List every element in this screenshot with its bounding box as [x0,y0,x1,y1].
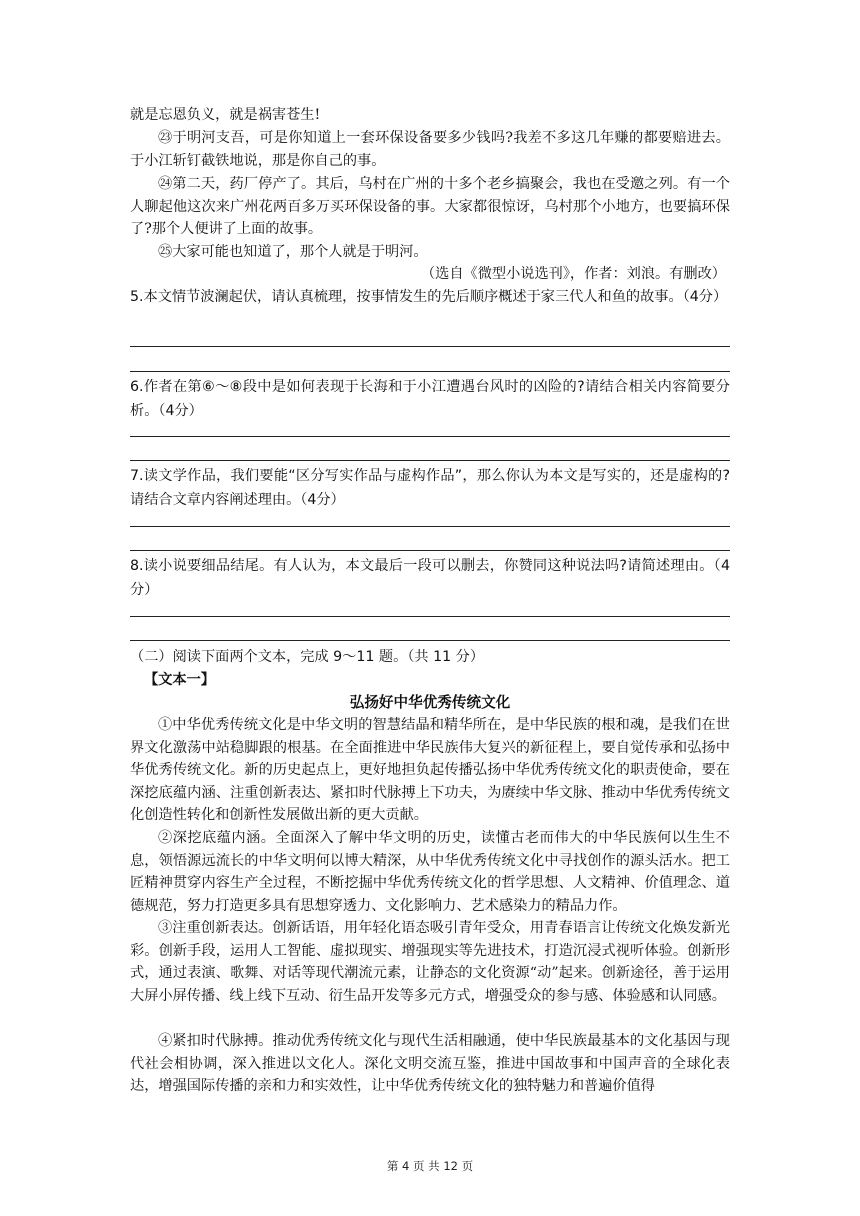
text-one-label: 【文本一】 [144,672,215,688]
answer-line[interactable] [130,346,730,347]
article-paragraph-1: ①中华优秀传统文化是中华文明的智慧结晶和精华所在，是中华民族的根和魂，是我们在世界文化激荡中站稳脚跟的根基。在全面推进中华民族伟大复兴的新征程上，要自觉传承和弘扬中华优秀传统文化。新的历史起点上，更好地担负起传播弘扬中华优秀传统文化的职责使命，要在深挖底蕴内涵、注重创新表达、紧扣时代脉搏上下功夫，为赓续中华文脉、推动中华优秀传统文化创造性转化和创新性发展做出新的更大贡献。 [130,717,730,823]
answer-line[interactable] [130,436,730,437]
story-paragraph-24: ㉔第二天，药厂停产了。其后，乌村在广州的十多个老乡搞聚会，我也在受邀之列。有一个人聊起他这次来广州花两百多万买环保设备的事。大家都很惊讶，乌村那个小地方，也要搞环保了?那个人便讲了上面的故事。 [130,176,730,237]
answer-line[interactable] [130,640,730,641]
article-paragraph-3: ③注重创新表达。创新话语，用年轻化语态吸引青年受众，用青春语言让传统文化焕发新光彩。创新手段，运用人工智能、虚拟现实、增强现实等先进技术，打造沉浸式视听体验。创新形式，通过表演、歌舞、对话等现代潮流元素，让静态的文化资源“动”起来。创新途径，善于运用大屏小屏传播、线上线下互动、衍生品开发等多元方式，增强受众的参与感、体验感和认同感。 [130,920,730,1004]
article-paragraph-2: ②深挖底蕴内涵。全面深入了解中华文明的历史，读懂古老而伟大的中华民族何以生生不息，领悟源远流长的中华文明何以博大精深，从中华优秀传统文化中寻找创作的源头活水。把工匠精神贯穿内容生产全过程，不断挖掘中华优秀传统文化的哲学思想、人文精神、价值理念、道德规范，努力打造更多具有思想穿透力、文化影响力、艺术感染力的精品力作。 [130,830,730,914]
question-6: 6.作者在第⑥～⑧段中是如何表现于长海和于小江遭遇台风时的凶险的?请结合相关内容简要分析。（4分） [130,379,730,419]
question-8: 8.读小说要细品结尾。有人认为，本文最后一段可以删去，你赞同这种说法吗?请简述理由。（4分） [130,558,730,598]
question-7: 7.读文学作品，我们要能“区分写实作品与虚构作品”，那么你认为本文是写实的，还是虚构的?请结合文章内容阐述理由。（4分） [130,468,730,508]
answer-line[interactable] [130,550,730,551]
article-title: 弘扬好中华优秀传统文化 [349,694,511,711]
answer-line[interactable] [130,616,730,617]
story-paragraph-end: 就是忘恩负义，就是祸害苍生! [130,107,321,123]
answer-line[interactable] [130,460,730,461]
answer-line[interactable] [130,526,730,527]
story-paragraph-23: ㉓于明河支吾，可是你知道上一套环保设备要多少钱吗?我差不多这几年赚的都要赔进去。于小江斩钉截铁地说，那是你自己的事。 [130,130,730,169]
page-footer: 第 4 页 共 12 页 [386,1159,474,1173]
story-paragraph-25: ㉕大家可能也知道了，那个人就是于明河。 [158,244,428,260]
section-heading: （二）阅读下面两个文本，完成 9～11 题。（共 11 分） [130,649,485,665]
question-5: 5.本文情节波澜起伏，请认真梳理，按事情发生的先后顺序概述于家三代人和鱼的故事。（4分） [130,289,728,305]
article-paragraph-4: ④紧扣时代脉搏。推动优秀传统文化与现代生活相融通，使中华民族最基本的文化基因与现代社会相协调，深入推进以文化人。深化文明交流互鉴，推进中国故事和中国声音的全球化表达，增强国际传播的亲和力和实效性，让中华优秀传统文化的独特魅力和普遍价值得 [130,1033,730,1094]
answer-line[interactable] [130,371,730,372]
story-source: （选自《微型小说选刊》，作者：刘浪。有删改） [420,266,726,282]
